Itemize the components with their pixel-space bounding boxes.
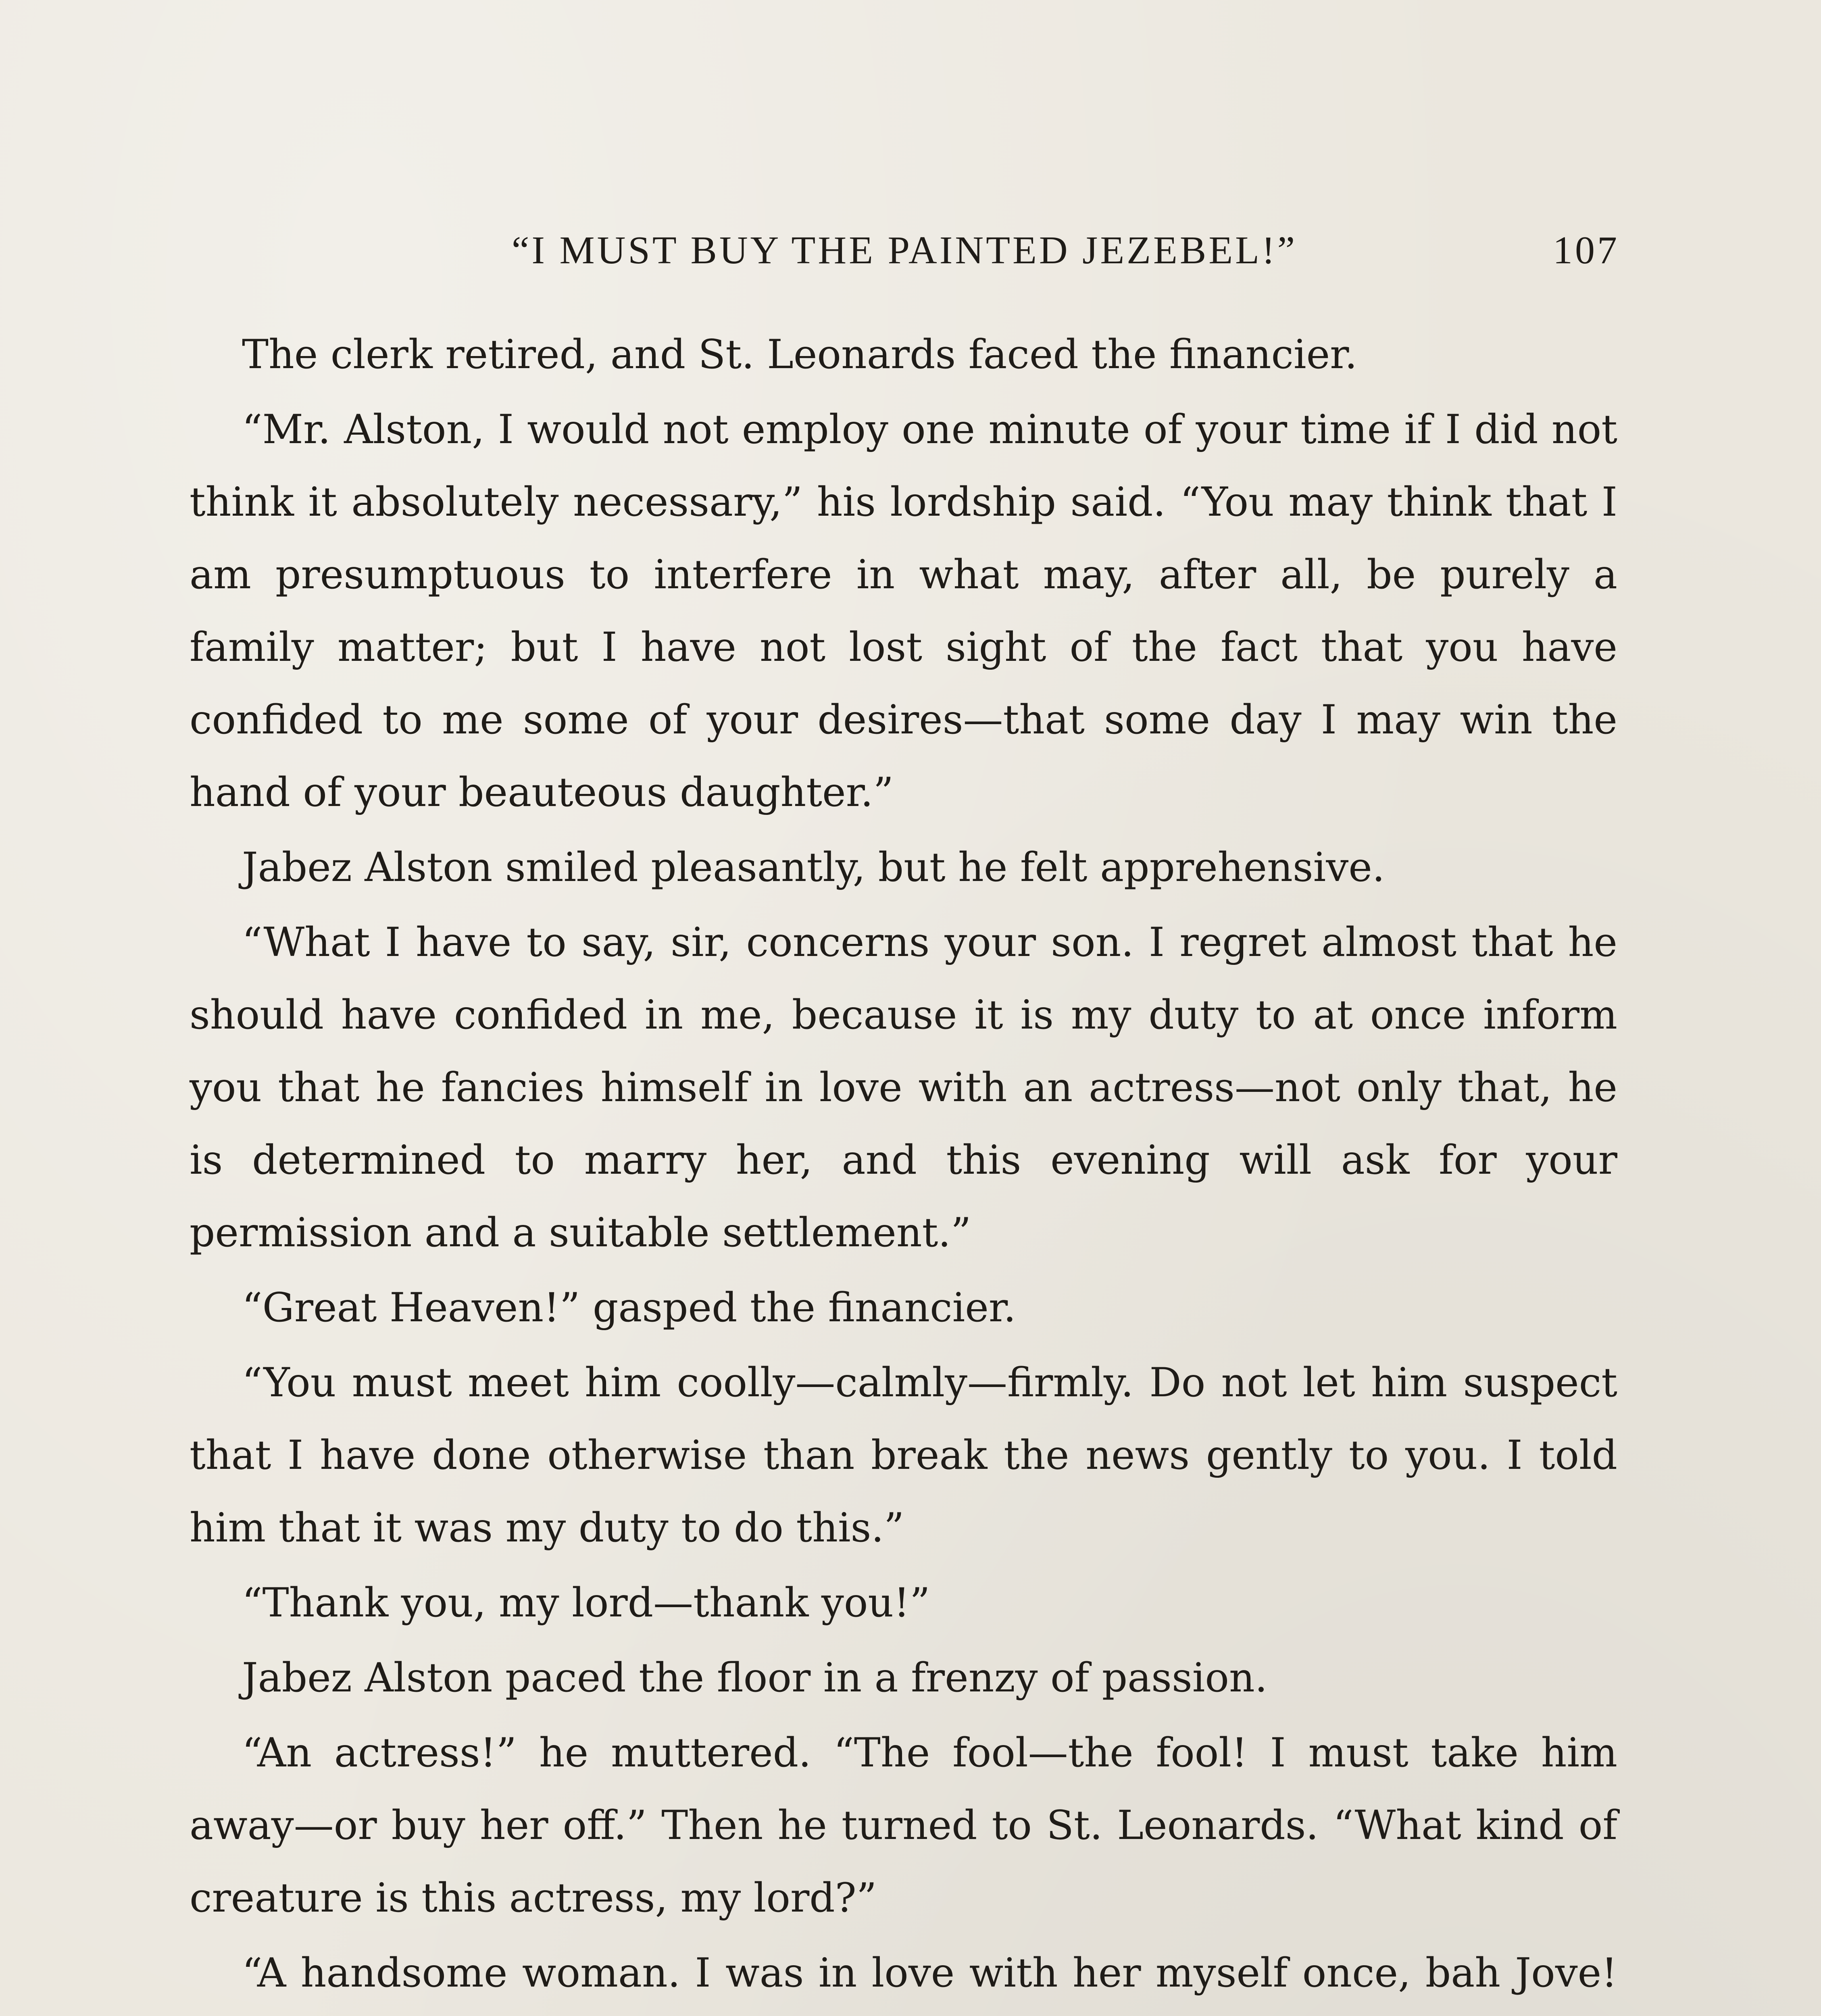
paragraph: “Thank you, my lord—thank you!” — [242, 1580, 930, 1626]
paragraph: Jabez Alston smiled pleasantly, but he felt apprehensive. — [242, 844, 1385, 891]
page-number: 107 — [1553, 229, 1619, 272]
body-text — [190, 319, 1617, 2016]
paragraph: “Mr. Alston, I would not employ one minute of your time if I did not think it absolutely necessary,” his lordship said. “You may think that I am presumptuous to interfere in what may, after all, be purely a family matter; but I have not lost sight of the fact that you have confided to me some of your desires—that some day I may win the hand of your beauteous daughter.” — [190, 406, 1617, 816]
running-head — [190, 228, 1619, 288]
paragraph: “Great Heaven!” gasped the financier. — [242, 1285, 1016, 1331]
paragraph: “You must meet him coolly—calmly—firmly. Do not let him suspect that I have done otherwise than break the news gently to you. I told him that it was my duty to do this.” — [190, 1360, 1617, 1551]
paragraph: “An actress!” he muttered. “The fool—the fool! I must take him away—or buy her off.” Then he turned to St. Leonards. “What kind of creature is this actress, my lord?” — [190, 1730, 1617, 1921]
paragraph: Jabez Alston paced the floor in a frenzy of passion. — [242, 1655, 1268, 1701]
paragraph: “What I have to say, sir, concerns your son. I regret almost that he should have confided in me, because it is my duty to at once inform you that he fancies himself in love with an actress—not only that, he is determined to marry her, and this evening will ask for your permission and a suitable settlement.” — [190, 919, 1617, 1256]
paragraph: The clerk retired, and St. Leonards faced the financier. — [242, 331, 1358, 378]
paragraph: “A handsome woman. I was in love with her myself once, bah Jove! — [242, 1950, 1617, 1996]
chapter-title: “I MUST BUY THE PAINTED JEZEBEL!” — [511, 229, 1298, 272]
